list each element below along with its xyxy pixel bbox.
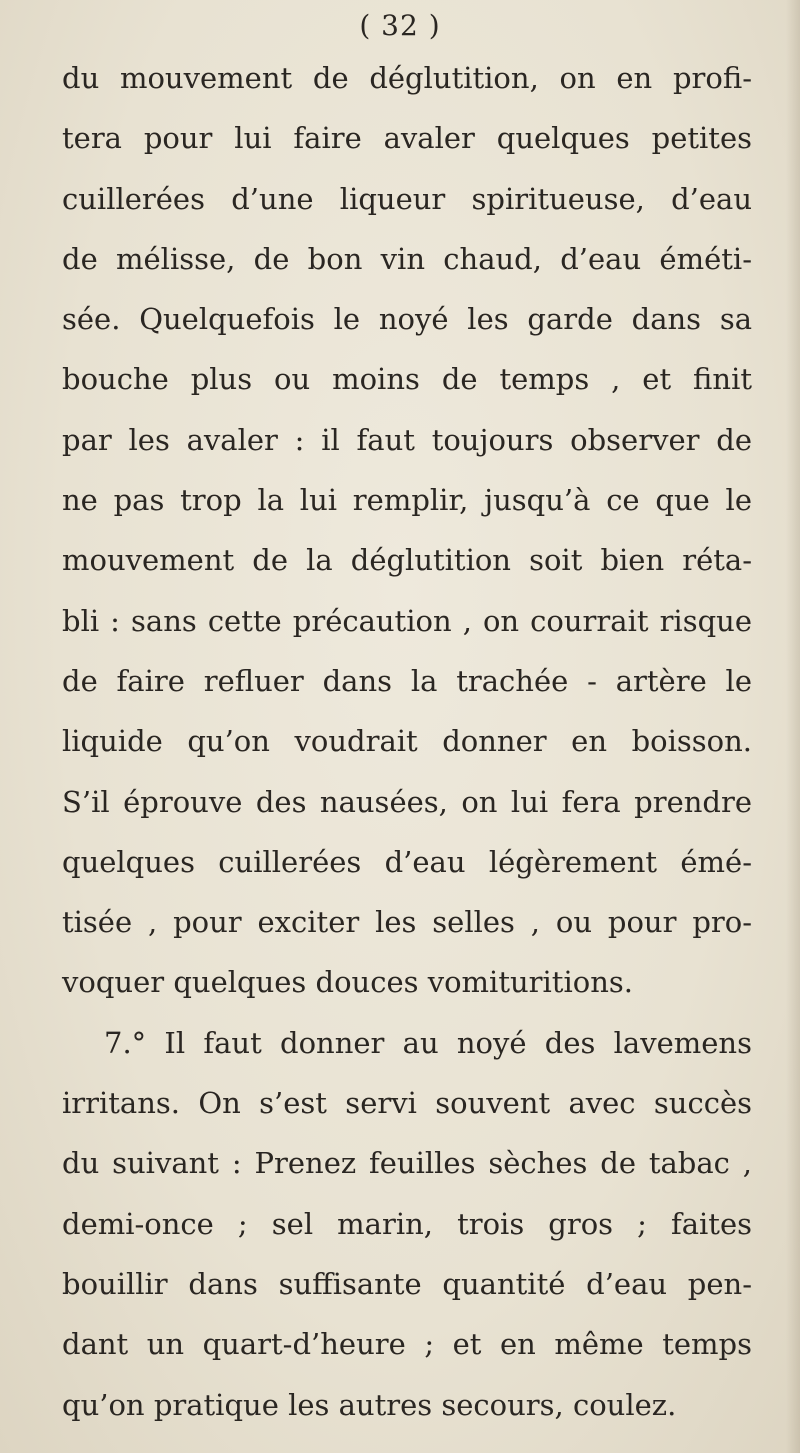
text-line: voquer quelques douces vomituritions. (62, 965, 633, 1000)
text-line: dant un quart-d’heure ; et en même temps (62, 1327, 752, 1362)
text-line: de faire refluer dans la trachée - artère le (62, 663, 752, 698)
text-line: bouillir dans suffisante quantité d’eau pen- (62, 1266, 752, 1301)
text-line: bli : sans cette précaution , on courrait risque (62, 603, 752, 638)
body-text (62, 48, 752, 1435)
text-line: qu’on pratique les autres secours, coulez. (62, 1387, 677, 1422)
text-line: mouvement de la déglutition soit bien réta- (62, 543, 752, 578)
text-line: quelques cuillerées d’eau légèrement émé- (62, 844, 752, 879)
page-edge-shadow (786, 0, 800, 1453)
text-line: irritans. On s’est servi souvent avec succès (62, 1086, 752, 1121)
text-line: sée. Quelquefois le noyé les garde dans sa (62, 302, 752, 337)
text-line: S’il éprouve des nausées, on lui fera prendre (62, 784, 752, 819)
text-line: du suivant : Prenez feuilles sèches de tabac , (62, 1146, 752, 1181)
text-line: tisée , pour exciter les selles , ou pour pro- (62, 905, 752, 940)
text-line: liquide qu’on voudrait donner en boisson. (62, 724, 752, 759)
text-line: demi-once ; sel marin, trois gros ; faites (62, 1206, 752, 1241)
text-line: cuillerées d’une liqueur spiritueuse, d’eau (62, 181, 752, 216)
page-number: ( 32 ) (359, 9, 441, 42)
text-line: tera pour lui faire avaler quelques petites (62, 121, 752, 156)
text-line: 7.° Il faut donner au noyé des lavemens (104, 1025, 752, 1060)
text-line: du mouvement de déglutition, on en profi- (62, 61, 752, 95)
text-line: ne pas trop la lui remplir, jusqu’à ce que le (62, 483, 752, 518)
text-line: bouche plus ou moins de temps , et finit (62, 362, 752, 397)
text-line: par les avaler : il faut toujours observer de (62, 422, 752, 457)
text-line: de mélisse, de bon vin chaud, d’eau éméti- (62, 241, 752, 276)
